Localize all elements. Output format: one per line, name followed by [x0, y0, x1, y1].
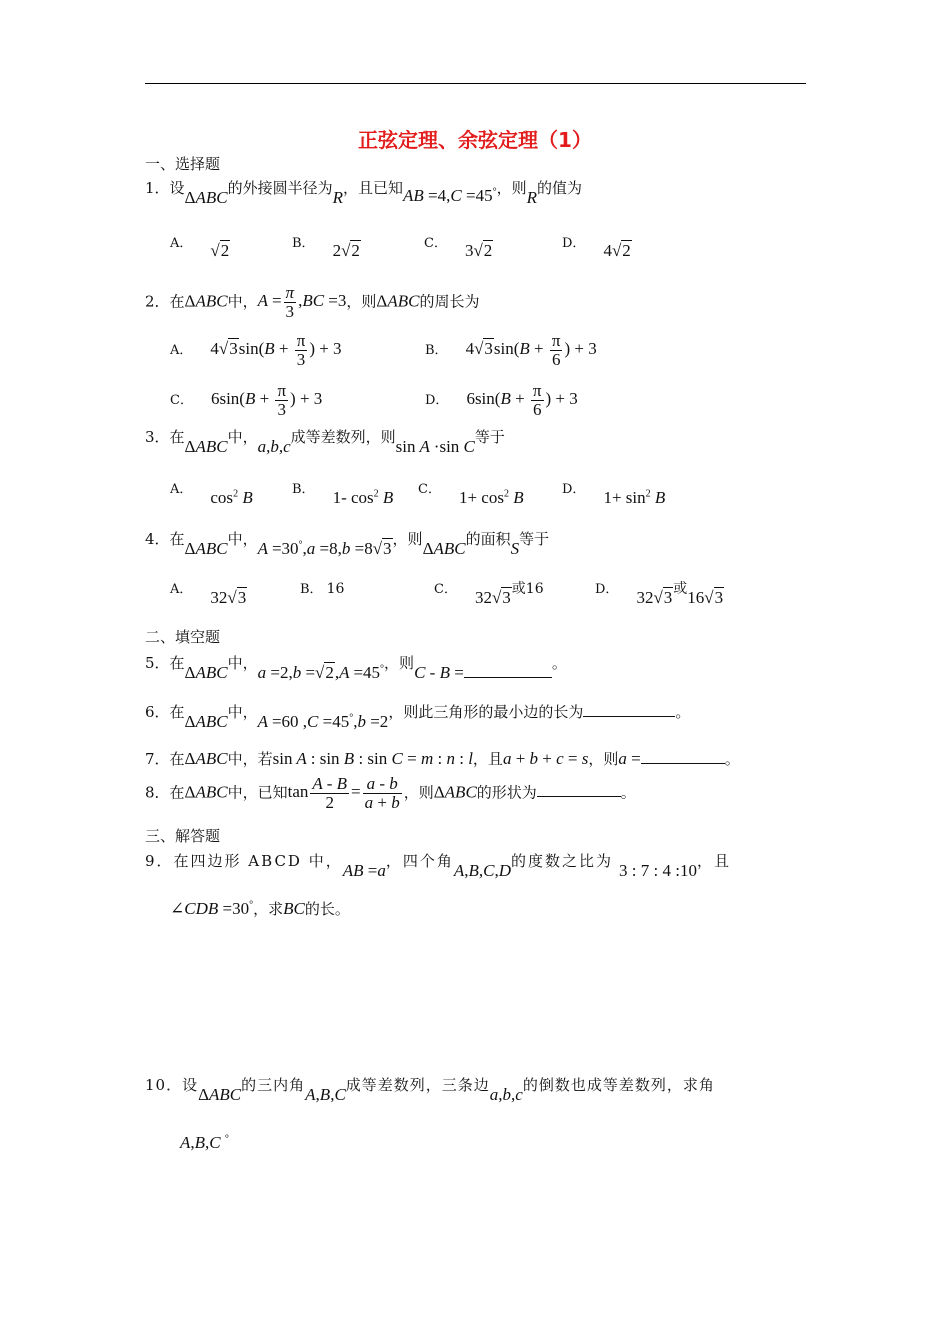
q3-option-b[interactable]: B． 1- $\cos^2 B$ — [292, 482, 394, 507]
question-8: 8．在ΔABC中，已知tan $\frac{A - B}{2}$ = $\frac{a - b}{a + b}$ ，则ΔABC的形状为 。 — [145, 774, 636, 812]
answer-blank[interactable] — [537, 795, 621, 797]
question-6: 6．在ΔABC中，A =60 ,C =45°,b =2，则此三角形的最小边的长为 。 — [145, 703, 691, 731]
math-r: R — [526, 188, 537, 207]
q3-option-a[interactable]: A． $\cos^2 B$ — [170, 482, 253, 507]
q4-option-d[interactable]: D． 32√3或16√3 — [595, 581, 724, 607]
math-triangle-abc: ΔABC — [184, 188, 228, 207]
section-solve: 三、解答题 — [145, 827, 221, 845]
answer-blank[interactable] — [464, 676, 552, 678]
question-1: 1．设ΔABC的外接圆半径为R，且已知AB =4,C =45°，则R的值为 — [145, 179, 582, 207]
question-10-line-2: A,B,C ° — [180, 1133, 229, 1152]
q1-option-b[interactable]: B． 2√2 — [292, 236, 360, 260]
question-9-line-2: ∠CDB =30°，求BC的长。 — [170, 899, 350, 918]
q2-option-d[interactable]: D． 6sin(B + $\frac{\pi}{6}$ ) + 3 — [425, 381, 578, 419]
section-fill: 二、填空题 — [145, 628, 221, 646]
answer-blank[interactable] — [583, 715, 675, 717]
math-condition: A = $\frac{\pi}{3}$ ,BC =3 — [257, 283, 347, 321]
page-title: 正弦定理、余弦定理（1） — [358, 128, 592, 152]
q4-option-b[interactable]: B． 16 — [300, 581, 345, 597]
question-4: 4．在ΔABC中，A =30°,a =8,b =8√3，则ΔABC的面积S等于 — [145, 530, 550, 558]
q4-option-c[interactable]: C． 32√3或16 — [434, 581, 544, 607]
section-choice: 一、选择题 — [145, 155, 221, 173]
q2-option-b[interactable]: B． 4√3sin(B + $\frac{\pi}{6}$ ) + 3 — [425, 331, 597, 369]
q2-option-c[interactable]: C． 6sin(B + $\frac{\pi}{3}$ ) + 3 — [170, 381, 323, 419]
q1-option-d[interactable]: D． 4√2 — [562, 236, 631, 260]
math-condition: AB =4,C =45° — [403, 186, 497, 205]
math-r: R — [332, 188, 343, 207]
q1-option-a[interactable]: A． √2 — [170, 236, 230, 260]
answer-blank[interactable] — [641, 762, 725, 764]
q3-option-c[interactable]: C． $1+ \cos^2 B$ — [418, 482, 524, 507]
q4-option-a[interactable]: A． 32√3 — [170, 582, 247, 607]
header-rule — [145, 83, 806, 84]
question-5: 5．在ΔABC中，a =2,b =√2,A =45°，则C - B = 。 — [145, 654, 567, 682]
q3-option-d[interactable]: D． $1+ \sin^2 B$ — [562, 482, 666, 507]
question-7: 7．在ΔABC中，若sin A : sin B : sin C = m : n : l，且a + b + c = s，则a = 。 — [145, 749, 740, 768]
q2-option-a[interactable]: A． 4√3sin(B + $\frac{\pi}{3}$ ) + 3 — [170, 331, 342, 369]
question-3: 3．在ΔABC中，a,b,c成等差数列，则sin A ·sin C等于 — [145, 428, 505, 456]
question-9: 9．在四边形 ABCD 中，AB =a，四个角A,B,C,D的度数之比为 3 : 7 : 4 :10，且 — [145, 852, 731, 880]
question-10: 10．设ΔABC的三内角A,B,C成等差数列，三条边a,b,c的倒数也成等差数列，求角 — [145, 1076, 715, 1104]
q1-option-c[interactable]: C． 3√2 — [424, 236, 493, 260]
question-2: 2．在ΔABC中，A = $\frac{\pi}{3}$ ,BC =3，则ΔABC的周长为 — [145, 283, 480, 321]
